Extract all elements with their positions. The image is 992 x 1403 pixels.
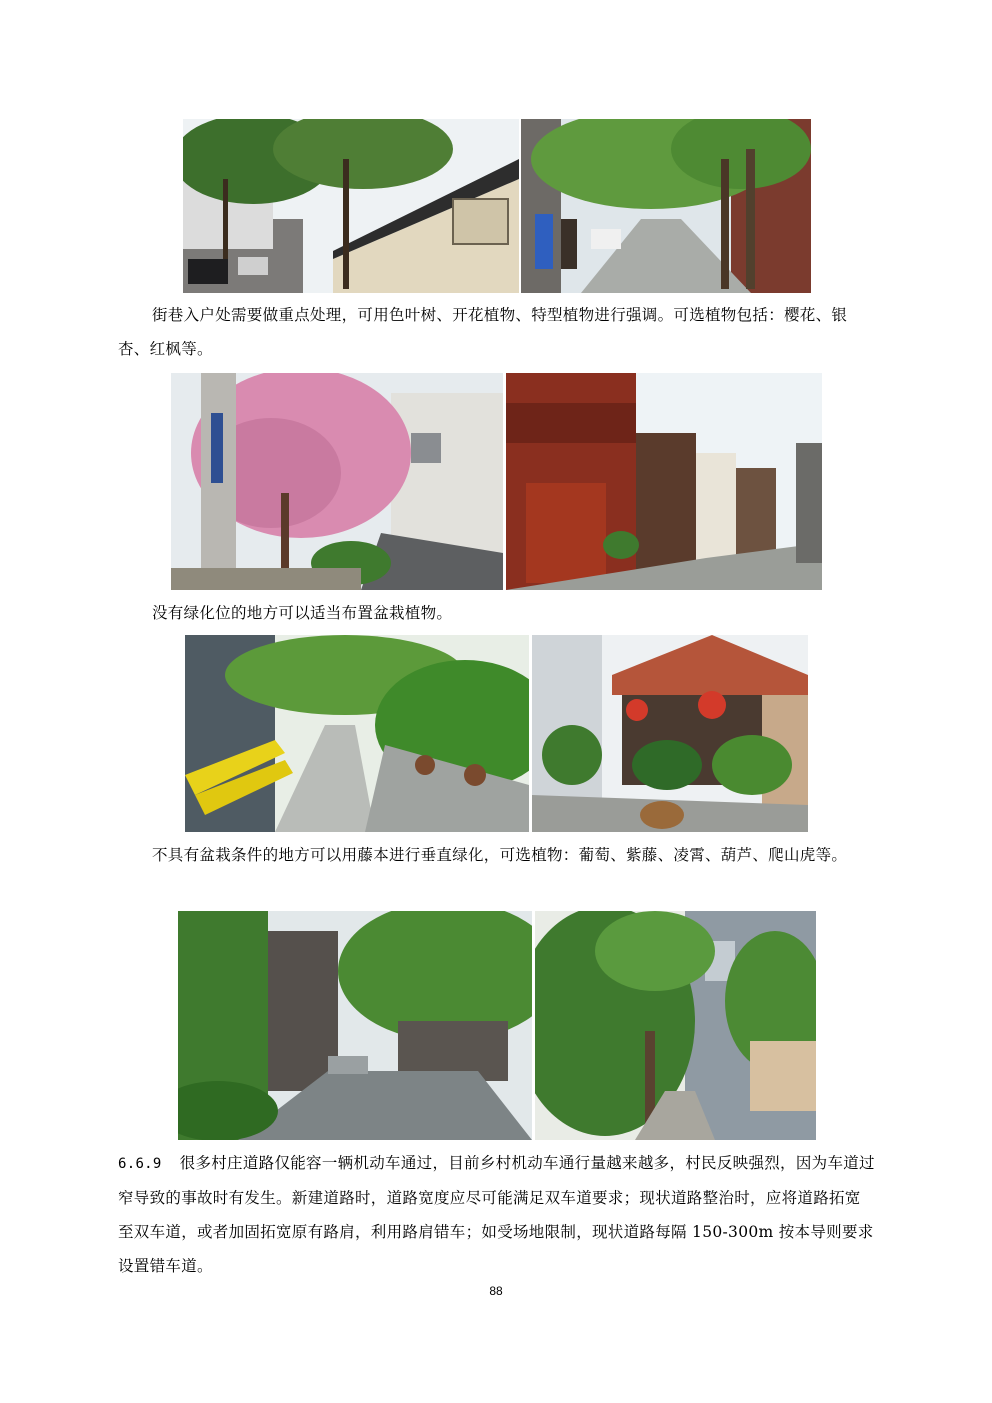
photo-alley-yellow-bench xyxy=(185,635,529,832)
paragraph-entrance-planting: 街巷入户处需要做重点处理，可用色叶树、开花植物、特型植物进行强调。可选植物包括：樱花、银杏、红枫等。 xyxy=(118,306,848,358)
paragraph-vertical-greening: 不具有盆栽条件的地方可以用藤本进行垂直绿化，可选植物：葡萄、紫藤、凌霄、葫芦、爬山虎等。 xyxy=(152,846,848,864)
photo-wooden-houses-street xyxy=(506,373,822,590)
section-number: 6.6.9 xyxy=(118,1156,162,1172)
section-text: 很多村庄道路仅能容一辆机动车通过，目前乡村机动车通行量越来越多，村民反映强烈，因为车道过窄导致的事故时有发生。新建道路时，道路宽度应尽可能满足双车道要求；现状道路整治时，应将道路拓宽至双车道，或者加固拓宽原有路肩，利用路肩错车；如受场地限制，现状道路每隔 150-300m 按本导则要求设置错车道。 xyxy=(118,1154,875,1275)
photo-tree-lined-alley xyxy=(521,119,811,293)
photo-street-wall-trees xyxy=(183,119,519,293)
paragraph-section-669 xyxy=(118,1146,876,1283)
photo-wet-green-lane xyxy=(178,911,532,1140)
photo-vine-covered-alley xyxy=(535,911,816,1140)
photo-courtyard-potted-plants xyxy=(532,635,808,832)
photo-cherry-blossom-tree xyxy=(171,373,503,590)
page-number: 88 xyxy=(489,1284,503,1298)
paragraph-potted-plants: 没有绿化位的地方可以适当布置盆栽植物。 xyxy=(152,604,453,622)
